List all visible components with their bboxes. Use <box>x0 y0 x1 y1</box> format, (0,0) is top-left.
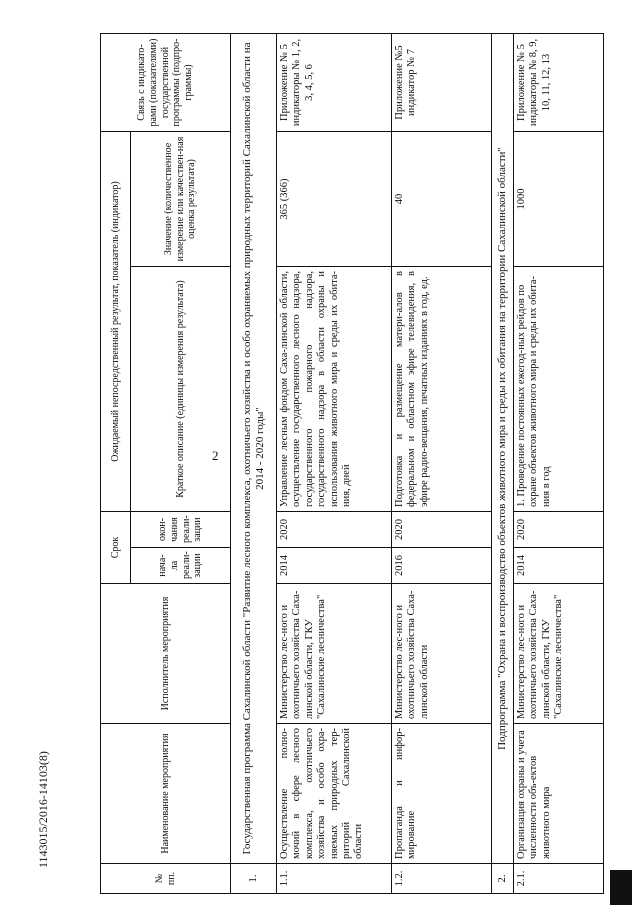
page-number: 2 <box>212 448 219 463</box>
section-row <box>492 34 514 894</box>
section-num: 1. <box>231 864 277 894</box>
header-name: Наименование мероприятия <box>101 724 231 864</box>
row-name: Организация охраны и учета численности объ-ектов животного мира <box>514 724 604 864</box>
scan-edge-mark <box>610 870 632 905</box>
row-name: Пропаганда и инфор-мирование <box>392 724 492 864</box>
row-end: 2020 <box>514 512 604 548</box>
row-start: 2014 <box>514 548 604 584</box>
section-title: Государственная программа Сахалинской области "Развитие лесного комплекса, охотничьего хозяйства и особо охраняемых природных территорий Сахалинской области на 2014 - 2020 годы" <box>231 34 277 864</box>
row-name: Осуществление полно-мочий в сфере лесного комплекса, охотничьего хозяйства и особо охра-няемых природных тер-риторий Сахалинской области <box>277 724 392 864</box>
row-desc: Подготовка и размещение матери-алов в федеральном и областном эфире телевидения, в эфире радио-вещания, печатных изданиях в год, ед. <box>392 267 492 512</box>
row-end: 2020 <box>392 512 492 548</box>
header-num: № пп. <box>101 864 231 894</box>
row-desc: 1. Проведение постоянных ежегод-ных рейдов по охране объектов животного мира и среды их обита-ния в год <box>514 267 604 512</box>
row-value: 40 <box>392 132 492 267</box>
row-value: 365 (366) <box>277 132 392 267</box>
header-term: Срок <box>101 512 131 584</box>
header-value: Значение (количественное измерение или качествен-ная оценка результата) <box>131 132 231 267</box>
header-expected: Ожидаемый непосредственный результат, показатель (индикатор) <box>101 132 131 512</box>
row-desc: Управление лесным фондом Саха-линской области, осуществление государственного лесного надзора, государственного пожарного надзора, государственного надзора в области охраны и использования животного мира и среды их обита-ния, дней <box>277 267 392 512</box>
header-end: окон-чания реали-зации <box>131 512 231 548</box>
row-start: 2014 <box>277 548 392 584</box>
table-row <box>277 34 392 894</box>
row-link: Приложение №5 индикатор № 7 <box>392 34 492 132</box>
header-start: нача-ла реали-зации <box>131 548 231 584</box>
header-desc: Краткое описание (единицы измерения результата) <box>131 267 231 512</box>
table-row <box>514 34 604 894</box>
section-title: Подпрограмма "Охрана и воспроизводство объектов животного мира и среды их обитания на территории Сахалинской области" <box>492 34 514 864</box>
header-link: Связь с индикато-рами (показателями) государственной программы (подпро-граммы) <box>101 34 231 132</box>
rotated-table-wrapper <box>100 34 604 894</box>
row-executor: Министерство лес-ного и охотничьего хозяйства Саха-линской области, ГКУ "Сахалинские лесничества" <box>514 584 604 724</box>
row-executor: Министерство лес-ного и охотничьего хозяйства Саха-линской области <box>392 584 492 724</box>
row-executor: Министерство лес-ного и охотничьего хозяйства Саха-линской области, ГКУ "Сахалинские лесничества" <box>277 584 392 724</box>
section-num: 2. <box>492 864 514 894</box>
row-link: Приложение № 5 индикаторы № 8, 9, 10, 11, 12, 13 <box>514 34 604 132</box>
row-end: 2020 <box>277 512 392 548</box>
header-row-1 <box>101 34 131 894</box>
row-num: 1.2. <box>392 864 492 894</box>
row-num: 1.1. <box>277 864 392 894</box>
table-row <box>392 34 492 894</box>
header-executor: Исполнитель мероприятия <box>101 584 231 724</box>
document-id: 1143015/2016-14103(8) <box>36 751 50 868</box>
row-start: 2016 <box>392 548 492 584</box>
row-link: Приложение № 5 индикаторы № 1, 2, 3, 4, 5, 6 <box>277 34 392 132</box>
section-row <box>231 34 277 894</box>
row-num: 2.1. <box>514 864 604 894</box>
row-value: 1000 <box>514 132 604 267</box>
measures-table <box>100 33 604 894</box>
